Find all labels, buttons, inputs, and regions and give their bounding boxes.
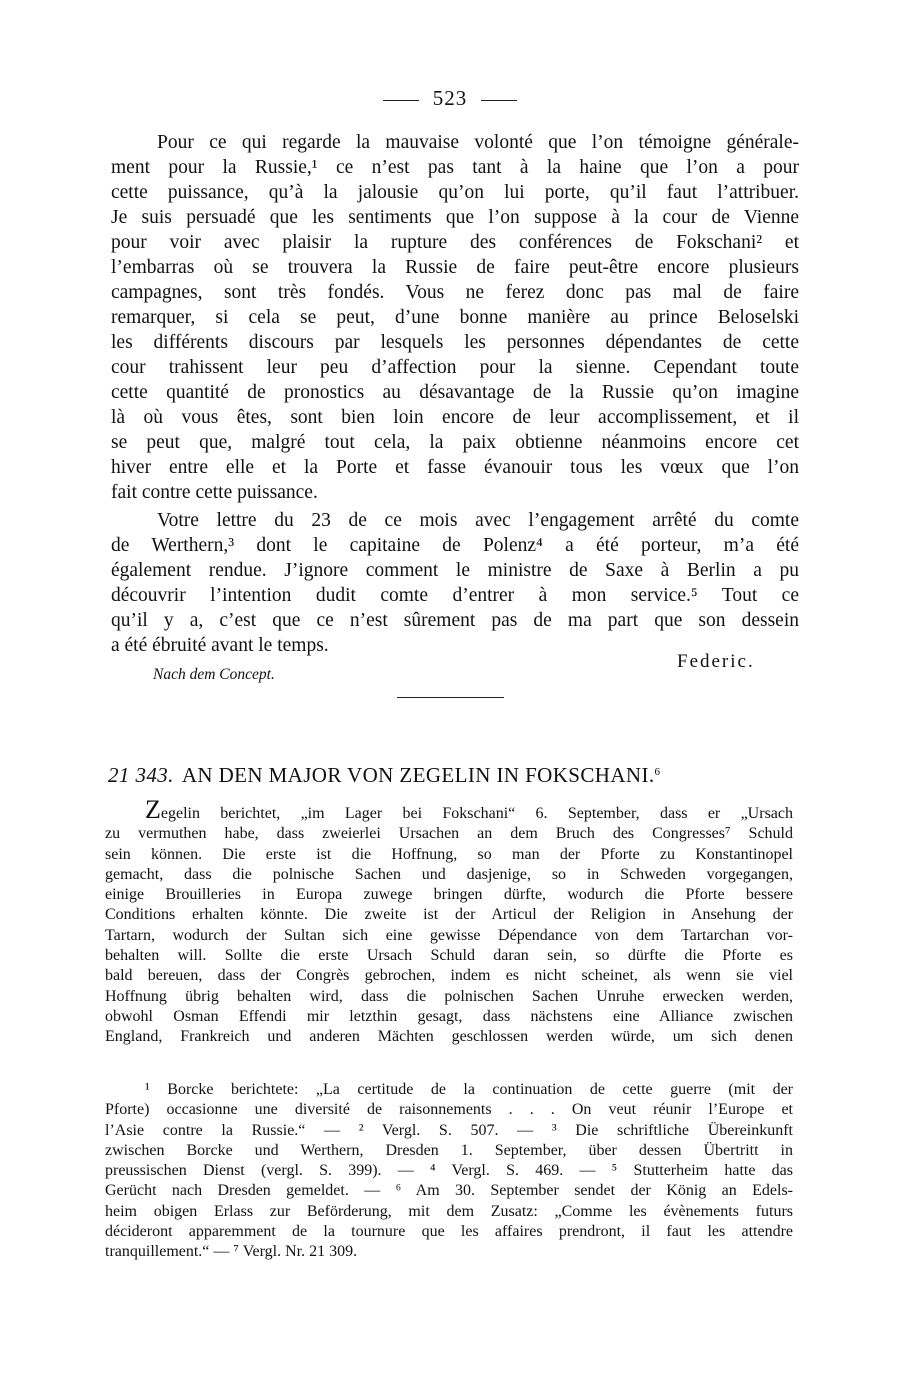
letter-paragraph-1 [111,130,799,505]
text-line: behalten will. Sollte die erste Ursach Schuld daran sein, so dürfte die Pforte es [105,947,793,965]
text-line: cette puissance, qu’à la jalousie qu’on lui porte, qu’il faut l’attribuer. [111,182,799,203]
text-line: Pour ce qui regarde la mauvaise volonté que l’on témoigne générale- [157,132,799,153]
letter-paragraph-2 [111,508,799,658]
text-line: bald bereuen, dass der Congrès gebrochen, indem es nicht scheinet, als wenn sie viel [105,967,793,985]
document-heading [108,763,808,788]
text-line [105,795,793,824]
text-line: pour voir avec plaisir la rupture des conférences de Fokschani² et [111,232,799,253]
text-line: einige Brouilleries in Europa zuwege bringen dürfte, wodurch die Pforte bessere [105,886,793,904]
dropcap: Z [145,795,161,824]
text-line: là où vous êtes, sont bien loin encore de leur accomplissement, et il [111,407,799,428]
text-line: l’embarras où se trouvera la Russie de faire peut-être encore plusieurs [111,257,799,278]
footnote-line: ¹ Borcke berichtete: „La certitude de la continuation de cette guerre (mit der [145,1081,793,1098]
source-note: Nach dem Concept. [153,666,275,683]
signature: Federic. [677,651,755,672]
text-line: Tartarn, wodurch der Sultan sich eine gewisse Dépendance von dem Tartarchan vor- [105,926,793,944]
text-line: sein können. Die erste ist die Hoffnung, so man der Pforte zu Konstantinopel [105,845,793,863]
page-number-line [0,86,900,111]
text-line: a été ébruité avant le temps. [111,635,329,656]
footnote-line: preussischen Dienst (vergl. S. 399). — ⁴ Vergl. S. 469. — ⁵ Stutterheim hatte das [105,1162,793,1180]
footnote-line: heim obigen Erlass zur Beförderung, mit dem Zusatz: „Comme les évènements futurs [105,1202,793,1220]
text-line: également rendue. J’ignore comment le ministre de Saxe à Berlin a pu [111,560,799,581]
heading-footnote-ref: 6 [654,766,661,778]
text-line: de Werthern,³ dont le capitaine de Polenz⁴ a été porteur, m’a été [111,535,799,556]
text-line: Je suis persuadé que les sentiments que l’on suppose à la cour de Vienne [111,207,799,228]
text-line-content: egelin berichtet, „im Lager bei Fokschani“ 6. September, dass er „Ursach [160,805,793,822]
text-line: zu vermuthen habe, dass zweierlei Ursachen an dem Bruch des Congresses⁷ Schuld [105,825,793,843]
text-line: découvrir l’intention dudit comte d’entrer à mon service.⁵ Tout ce [111,585,799,606]
text-line: England, Frankreich und anderen Mächten geschlossen werden würde, um sich denen [105,1028,793,1046]
footnote-line: tranquillement.“ — ⁷ Vergl. Nr. 21 309. [105,1243,358,1261]
text-line: remarquer, si cela se peut, d’une bonne manière au prince Beloselski [111,307,799,328]
text-line: les différents discours par lesquels les personnes dépendantes de cette [111,332,799,353]
text-line: ment pour la Russie,¹ ce n’est pas tant à la haine que l’on a pour [111,157,799,178]
footnote-line: zwischen Borcke und Werthern, Dresden 1. September, über dessen Übertritt in [105,1141,793,1159]
text-line: fait contre cette puissance. [111,482,318,503]
text-line: cour trahissent leur peu d’affection pour la sienne. Cependant toute [111,357,799,378]
footnote-line: Pforte) occasionne une diversité de raisonnements . . . On veut réunir l’Europe et [105,1101,793,1119]
page-number: 523 [432,86,468,110]
document-number: 21 343. [108,763,174,787]
text-line: se peut que, malgré tout cela, la paix obtienne néanmoins encore cet [111,432,799,453]
footnotes [105,1080,793,1263]
text-line: Votre lettre du 23 de ce mois avec l’engagement arrêté du comte [157,510,799,531]
text-line: campagnes, sont très fondés. Vous ne ferez donc pas mal de faire [111,282,799,303]
text-line: obwohl Osman Effendi mir letzthin gesagt, dass nächstens eine Alliance zwischen [105,1007,793,1025]
footnote-line: Gerücht nach Dresden gemeldet. — ⁶ Am 30. September sendet der König an Edels- [105,1182,793,1200]
text-line: cette quantité de pronostics au désavantage de la Russie qu’on imagine [111,382,799,403]
footnote-line: l’Asie contre la Russie.“ — ² Vergl. S. 507. — ³ Die schriftliche Übereinkunft [105,1121,793,1139]
document-title: AN DEN MAJOR VON ZEGELIN IN FOKSCHANI. [181,763,655,787]
page-number-dash-right [481,100,517,101]
report-summary [105,795,793,1048]
section-divider [397,697,504,698]
footnote-line: décideront apparemment de la tournure que les affaires prendront, il faut les attendre [105,1223,793,1241]
text-line: hiver entre elle et la Porte et fasse évanouir tous les vœux que l’on [111,457,799,478]
text-line: Conditions erhalten könnte. Die zweite ist der Articul der Religion in Ansehung der [105,906,793,924]
text-line: qu’il y a, c’est que ce n’est sûrement pas de ma part que son dessein [111,610,799,631]
page-number-dash-left [383,100,419,101]
text-line: gemacht, dass die polnische Sachen und dasjenige, so in Schweden vorgegangen, [105,865,793,883]
text-line: Hoffnung übrig behalten wird, dass die polnischen Sachen Unruhe erwecken werden, [105,987,793,1005]
